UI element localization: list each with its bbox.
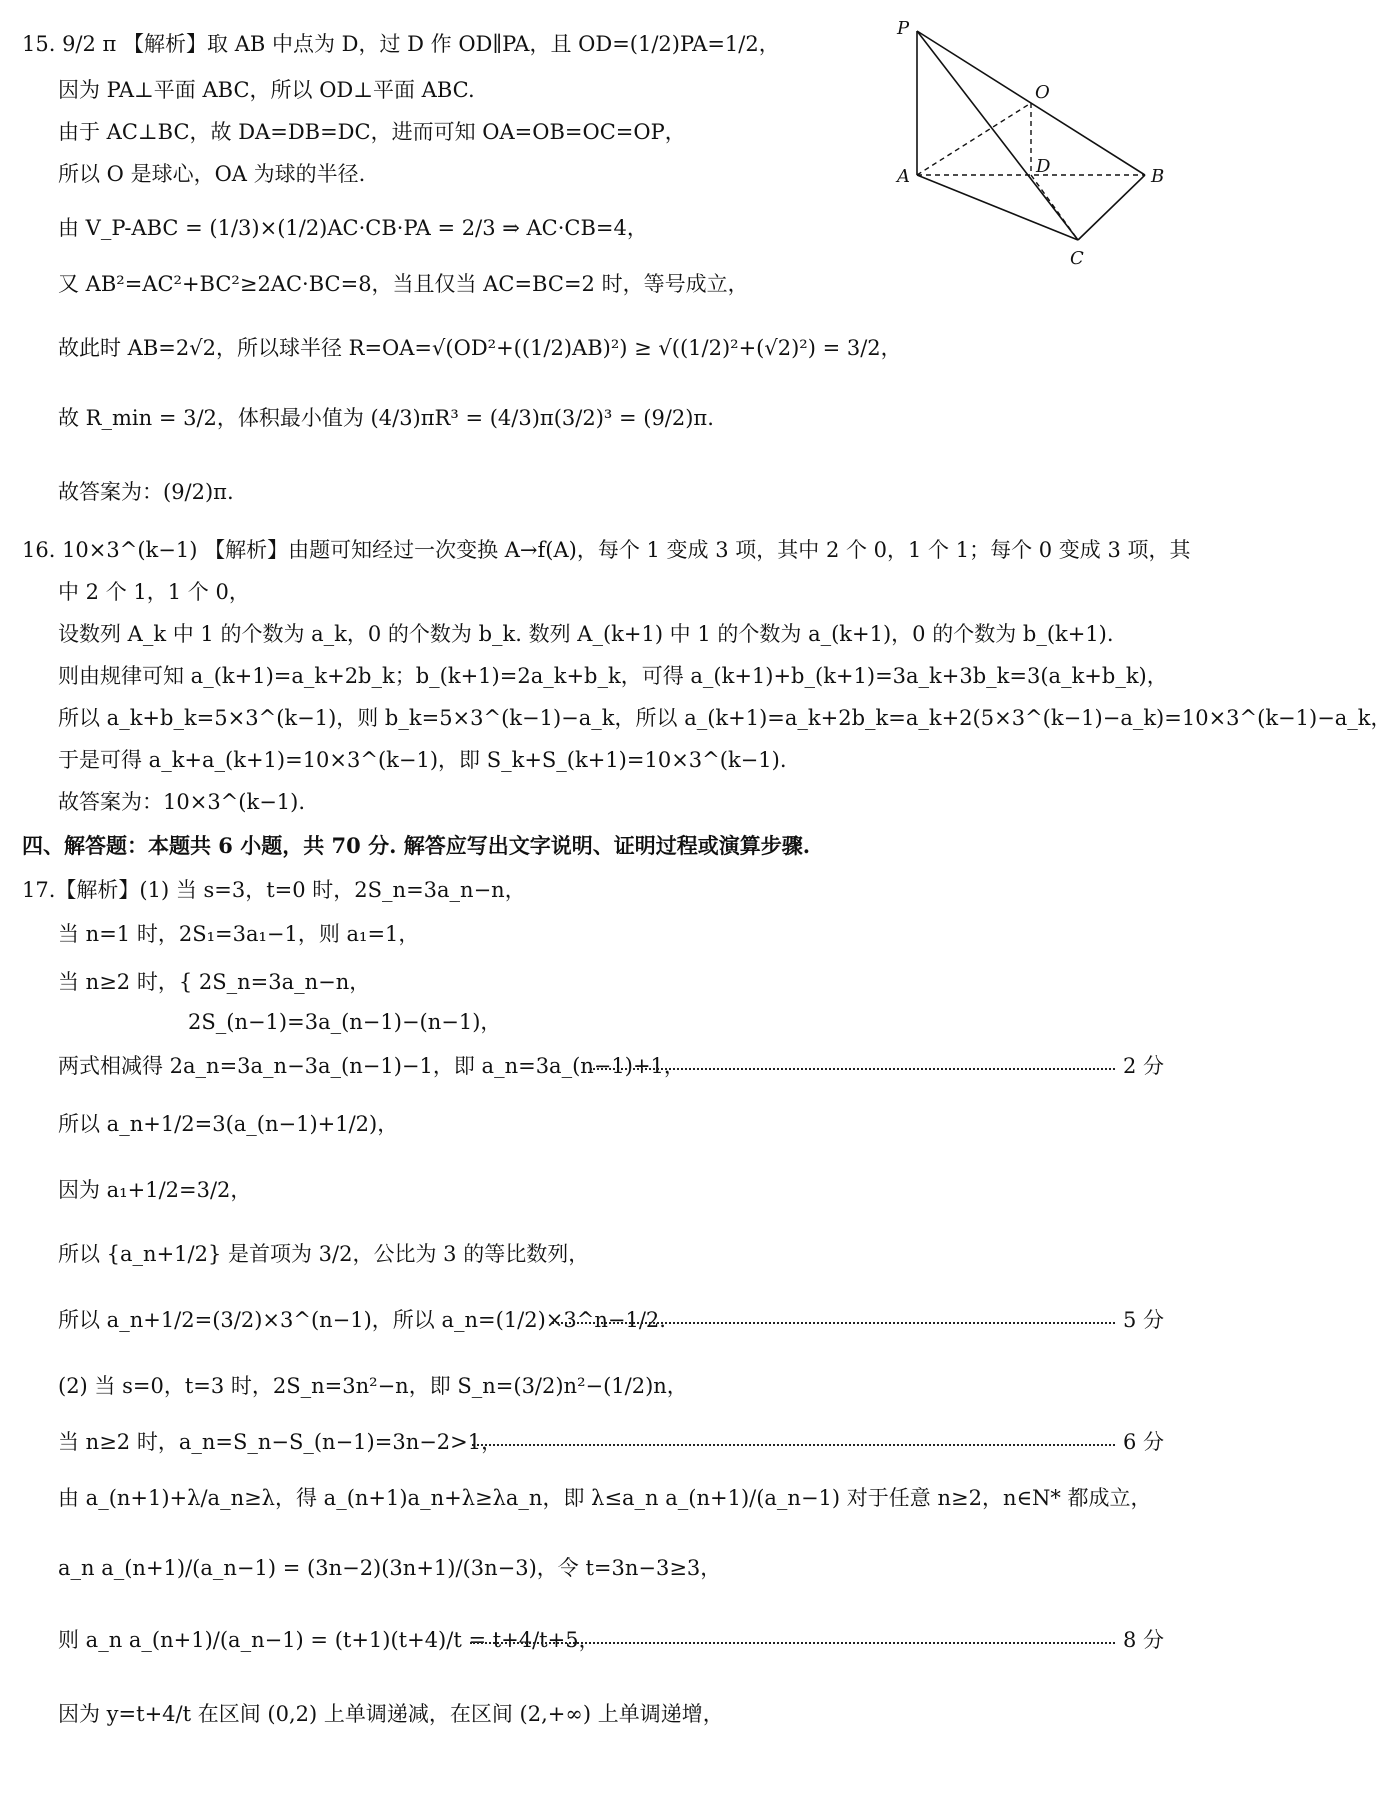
p17-line-1: 17.【解析】(1) 当 s=3，t=0 时，2S_n=3a_n−n， (22, 878, 526, 902)
p17-line-5: 两式相减得 2a_n=3a_n−3a_(n−1)−1，即 a_n=3a_(n−1)+1， (58, 1054, 685, 1078)
p16-line-4: 则由规律可知 a_(k+1)=a_k+2b_k；b_(k+1)=2a_k+b_k，可得 a_(k+1)+b_(k+1)=3a_k+3b_k=3(a_k+b_k)， (58, 664, 1168, 688)
label-a: A (897, 166, 910, 187)
score-mark: 5 分 (1122, 1308, 1164, 1332)
p15-line-1: 15. 9/2 π 【解析】取 AB 中点为 D，过 D 作 OD∥PA，且 OD=(1/2)PA=1/2， (22, 32, 780, 56)
edge-bc (1078, 175, 1145, 240)
label-p: P (897, 18, 910, 39)
p17-line-11: 当 n≥2 时，a_n=S_n−S_(n−1)=3n−2>1， (58, 1430, 503, 1454)
p17-line-14: 则 a_n a_(n+1)/(a_n−1) = (t+1)(t+4)/t = t+4/t+5， (58, 1628, 600, 1652)
leader-dots (590, 1068, 1115, 1070)
section-heading: 四、解答题：本题共 6 小题，共 70 分. 解答应写出文字说明、证明过程或演算步骤. (22, 833, 811, 858)
p16-line-5: 所以 a_k+b_k=5×3^(k−1)，则 b_k=5×3^(k−1)−a_k，所以 a_(k+1)=a_k+2b_k=a_k+2(5×3^(k−1)−a_k)=10×3^(k−1)−a_k， (58, 706, 1392, 730)
p16-line-3: 设数列 A_k 中 1 的个数为 a_k，0 的个数为 b_k. 数列 A_(k+1) 中 1 的个数为 a_(k+1)，0 的个数为 b_(k+1). (58, 622, 1114, 646)
score-mark: 8 分 (1122, 1628, 1164, 1652)
p17-line-8: 所以 {a_n+1/2} 是首项为 3/2，公比为 3 的等比数列， (58, 1242, 590, 1266)
p17-line-7: 因为 a₁+1/2=3/2， (58, 1178, 252, 1202)
p15-line-8: 故 R_min = 3/2，体积最小值为 (4/3)πR³ = (4/3)π(3/2)³ = (9/2)π. (58, 406, 714, 430)
p17-line-3: 当 n≥2 时，{ 2S_n=3a_n−n， (58, 970, 371, 994)
p15-line-2: 因为 PA⊥平面 ABC，所以 OD⊥平面 ABC. (58, 78, 475, 102)
leader-dots (470, 1642, 1115, 1644)
label-b: B (1151, 166, 1165, 187)
p17-line-6: 所以 a_n+1/2=3(a_(n−1)+1/2)， (58, 1112, 399, 1136)
p17-line-9: 所以 a_n+1/2=(3/2)×3^(n−1)，所以 a_n=(1/2)×3^n−1/2. (58, 1308, 666, 1332)
leader-dots (472, 1444, 1115, 1446)
p15-answer: 故答案为：(9/2)π. (58, 480, 234, 504)
leader-dots (552, 1322, 1115, 1324)
label-d: D (1036, 156, 1051, 177)
label-c: C (1070, 248, 1084, 269)
p15-line-4: 所以 O 是球心，OA 为球的半径. (58, 162, 366, 186)
p16-answer: 故答案为：10×3^(k−1). (58, 790, 306, 814)
p17-line-12: 由 a_(n+1)+λ/a_n≥λ，得 a_(n+1)a_n+λ≥λa_n，即 λ≤a_n a_(n+1)/(a_n−1) 对于任意 n≥2，n∈N* 都成立， (58, 1486, 1152, 1510)
p17-line-4: 2S_(n−1)=3a_(n−1)−(n−1)， (188, 1010, 502, 1034)
score-mark: 2 分 (1122, 1054, 1164, 1078)
p16-line-2: 中 2 个 1，1 个 0， (58, 580, 250, 604)
p17-line-10: (2) 当 s=0，t=3 时，2S_n=3n²−n，即 S_n=(3/2)n²−(1/2)n， (58, 1374, 688, 1398)
p15-line-7: 故此时 AB=2√2，所以球半径 R=OA=√(OD²+((1/2)AB)²) ≥ √((1/2)²+(√2)²) = 3/2， (58, 336, 902, 360)
p15-line-6: 又 AB²=AC²+BC²≥2AC·BC=8，当且仅当 AC=BC=2 时，等号成立， (58, 272, 749, 296)
hidden-segment-ao (917, 103, 1031, 175)
score-mark: 6 分 (1122, 1430, 1164, 1454)
p16-line-1: 16. 10×3^(k−1) 【解析】由题可知经过一次变换 A→f(A)，每个 1 变成 3 项，其中 2 个 0，1 个 1；每个 0 变成 3 项，其 (22, 538, 1191, 562)
label-o: O (1035, 82, 1050, 103)
p15-line-5: 由 V_P-ABC = (1/3)×(1/2)AC·CB·PA = 2/3 ⇒ AC·CB=4， (58, 216, 648, 240)
p15-line-3: 由于 AC⊥BC，故 DA=DB=DC，进而可知 OA=OB=OC=OP， (58, 120, 686, 144)
edge-pc (917, 31, 1078, 240)
p16-line-6: 于是可得 a_k+a_(k+1)=10×3^(k−1)，即 S_k+S_(k+1)=10×3^(k−1). (58, 748, 787, 772)
p17-line-13: a_n a_(n+1)/(a_n−1) = (3n−2)(3n+1)/(3n−3)，令 t=3n−3≥3， (58, 1556, 722, 1580)
p17-line-15: 因为 y=t+4/t 在区间 (0,2) 上单调递减，在区间 (2,+∞) 上单调递增， (58, 1702, 724, 1726)
p17-line-2: 当 n=1 时，2S₁=3a₁−1，则 a₁=1， (58, 922, 420, 946)
pyramid-figure (885, 18, 1185, 278)
